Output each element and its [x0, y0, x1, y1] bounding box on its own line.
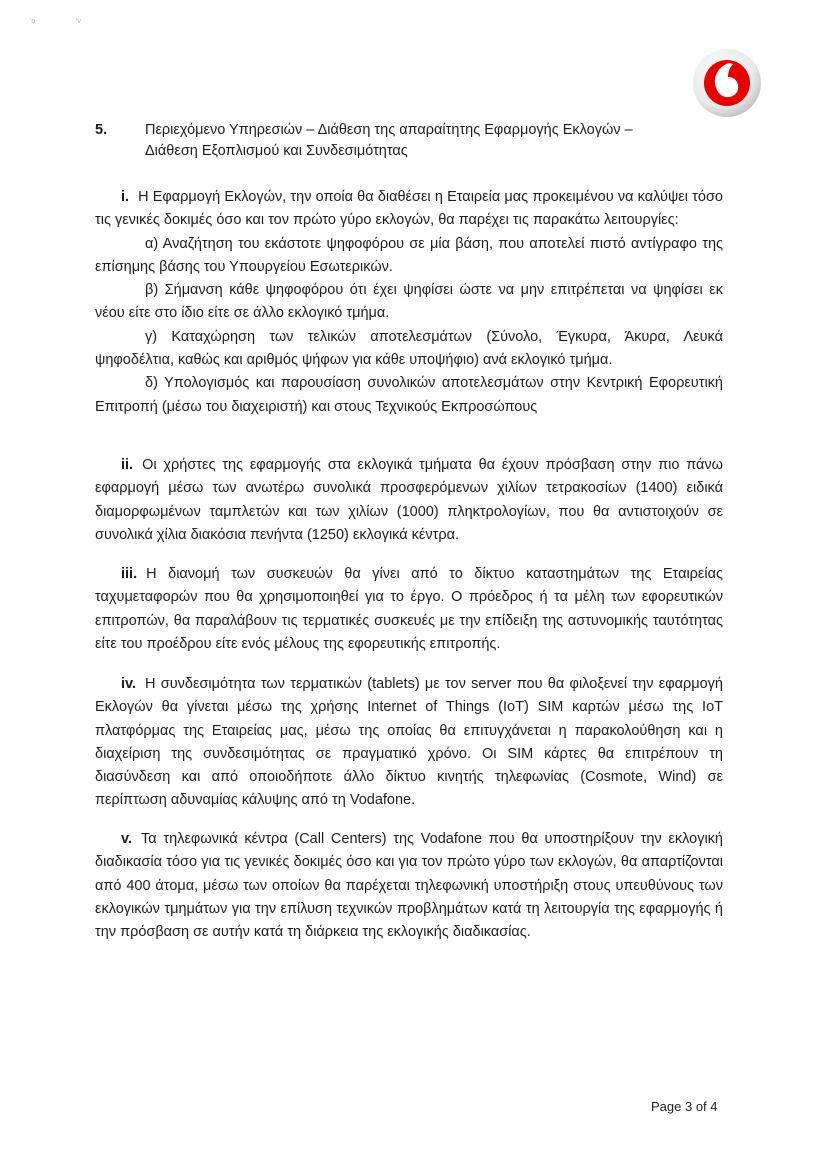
vodafone-speechmark-icon: [692, 48, 762, 118]
section-text: Οι χρήστες της εφαρμογής στα εκλογικά τμήματα θα έχουν πρόσβαση στην πιο πάνω εφαρμογή μέσω των ανωτέρω συνολικά προσφερόμενων χιλίων τετρακοσίων (1400) ειδικά διαμορφωμένων ταμπλετών και των χιλίων (1000) πληκτρολογίων, που θα αντιστοιχούν σε συνολικά χίλια διακόσια πενήντα (1250) εκλογικά κέντρα.: [95, 457, 723, 543]
scan-speck: 'ο: [30, 18, 36, 25]
section-label: v.: [121, 831, 133, 847]
section-v: [95, 828, 723, 944]
section-ii: [95, 454, 723, 547]
scan-speck: 'ν: [76, 18, 81, 25]
section-text: Η Εφαρμογή Εκλογών, την οποία θα διαθέσει η Εταιρεία μας προκειμένου να καλύψει τόσο τις γενικές δοκιμές όσο και τον πρώτο γύρο εκλογών, θα παρέχει τις παρακάτω λειτουργίες:: [95, 189, 723, 229]
list-item: γ) Καταχώρηση των τελικών αποτελεσμάτων (Σύνολο, Έγκυρα, Άκυρα, Λευκά ψηφοδέλτια, καθώς και αριθμός ψήφων για κάθε υποψήφιο) ανά εκλογικό τμήμα.: [95, 328, 723, 369]
section-label: i.: [121, 189, 130, 205]
page-number: Page 3 of 4: [651, 1099, 718, 1114]
heading-title-line-2: Διάθεση Εξοπλισμού και Συνδεσιμότητας: [145, 143, 408, 159]
vodafone-logo: [692, 48, 762, 118]
section-label: iii.: [121, 566, 138, 582]
heading-number: 5.: [95, 122, 108, 138]
section-i: [95, 186, 723, 419]
section-label: iv.: [121, 676, 137, 692]
list-item: δ) Υπολογισμός και παρουσίαση συνολικών αποτελεσμάτων στην Κεντρική Εφορευτική Επιτροπή (μέσω του διαχειριστή) και στους Τεχνικούς Εκπροσώπους: [95, 375, 723, 415]
heading-title-line-1: Περιεχόμενο Υπηρεσιών – Διάθεση της απαραίτητης Εφαρμογής Εκλογών –: [145, 122, 633, 138]
section-iv: [95, 673, 723, 813]
section-text: Τα τηλεφωνικά κέντρα (Call Centers) της Vodafone που θα υποστηρίξουν την εκλογική διαδικασία τόσο για τις γενικές δοκιμές όσο και για τον πρώτο γύρο των εκλογών, θα απαρτίζονται από 400 άτομα, μέσω των οποίων θα παρέχεται τηλεφωνική υποστήριξη στους υπευθύνους των εκλογικών τμημάτων για την επίλυση τεχνικών προβλημάτων κατά τη λειτουργία της εφαρμογής ή την πρόσβαση σε αυτήν κατά τη διάρκεια της εκλογικής διαδικασίας.: [95, 831, 723, 941]
list-item: β) Σήμανση κάθε ψηφοφόρου ότι έχει ψηφίσει ώστε να μην επιτρέπεται να ψηφίσει εκ νέου είτε στο ίδιο είτε σε άλλο εκλογικό τμήμα.: [95, 282, 723, 322]
section-label: ii.: [121, 457, 134, 473]
section-text: Η συνδεσιμότητα των τερματικών (tablets) με τον server που θα φιλοξενεί την εφαρμογή Εκλογών θα γίνεται μέσω της χρήσης Internet of Things (IoT) SIM καρτών μέσω της IoT πλατφόρμας της Εταιρείας μας, μέσω της οποίας θα επιτυγχάνεται η παρακολούθηση και η διαχείριση της συνδεσιμότητας σε πραγματικό χρόνο. Οι SIM κάρτες θα επιτρέπουν τη διασύνδεση και από οποιοδήποτε άλλο δίκτυο κινητής τηλεφωνίας (Cosmote, Wind) σε περίπτωση αδυναμίας κάλυψης από τη Vodafone.: [95, 676, 723, 809]
section-heading: [95, 120, 735, 162]
list-item: α) Αναζήτηση του εκάστοτε ψηφοφόρου σε μία βάση, που αποτελεί πιστό αντίγραφο της επίσημης βάσης του Υπουργείου Εσωτερικών.: [95, 235, 723, 275]
section-iii: [95, 563, 723, 656]
section-text: Η διανομή των συσκευών θα γίνει από το δίκτυο καταστημάτων της Εταιρείας ταχυμεταφορών που θα χρησιμοποιηθεί για το έργο. Ο πρόεδρος ή τα μέλη των εφορευτικών επιτροπών, θα παραλάβουν τις τερματικές συσκευές με την επίδειξη της αστυνομικής ταυτότητας είτε του προέδρου είτε ενός μέλους της εφορευτικής επιτροπής.: [95, 566, 723, 652]
